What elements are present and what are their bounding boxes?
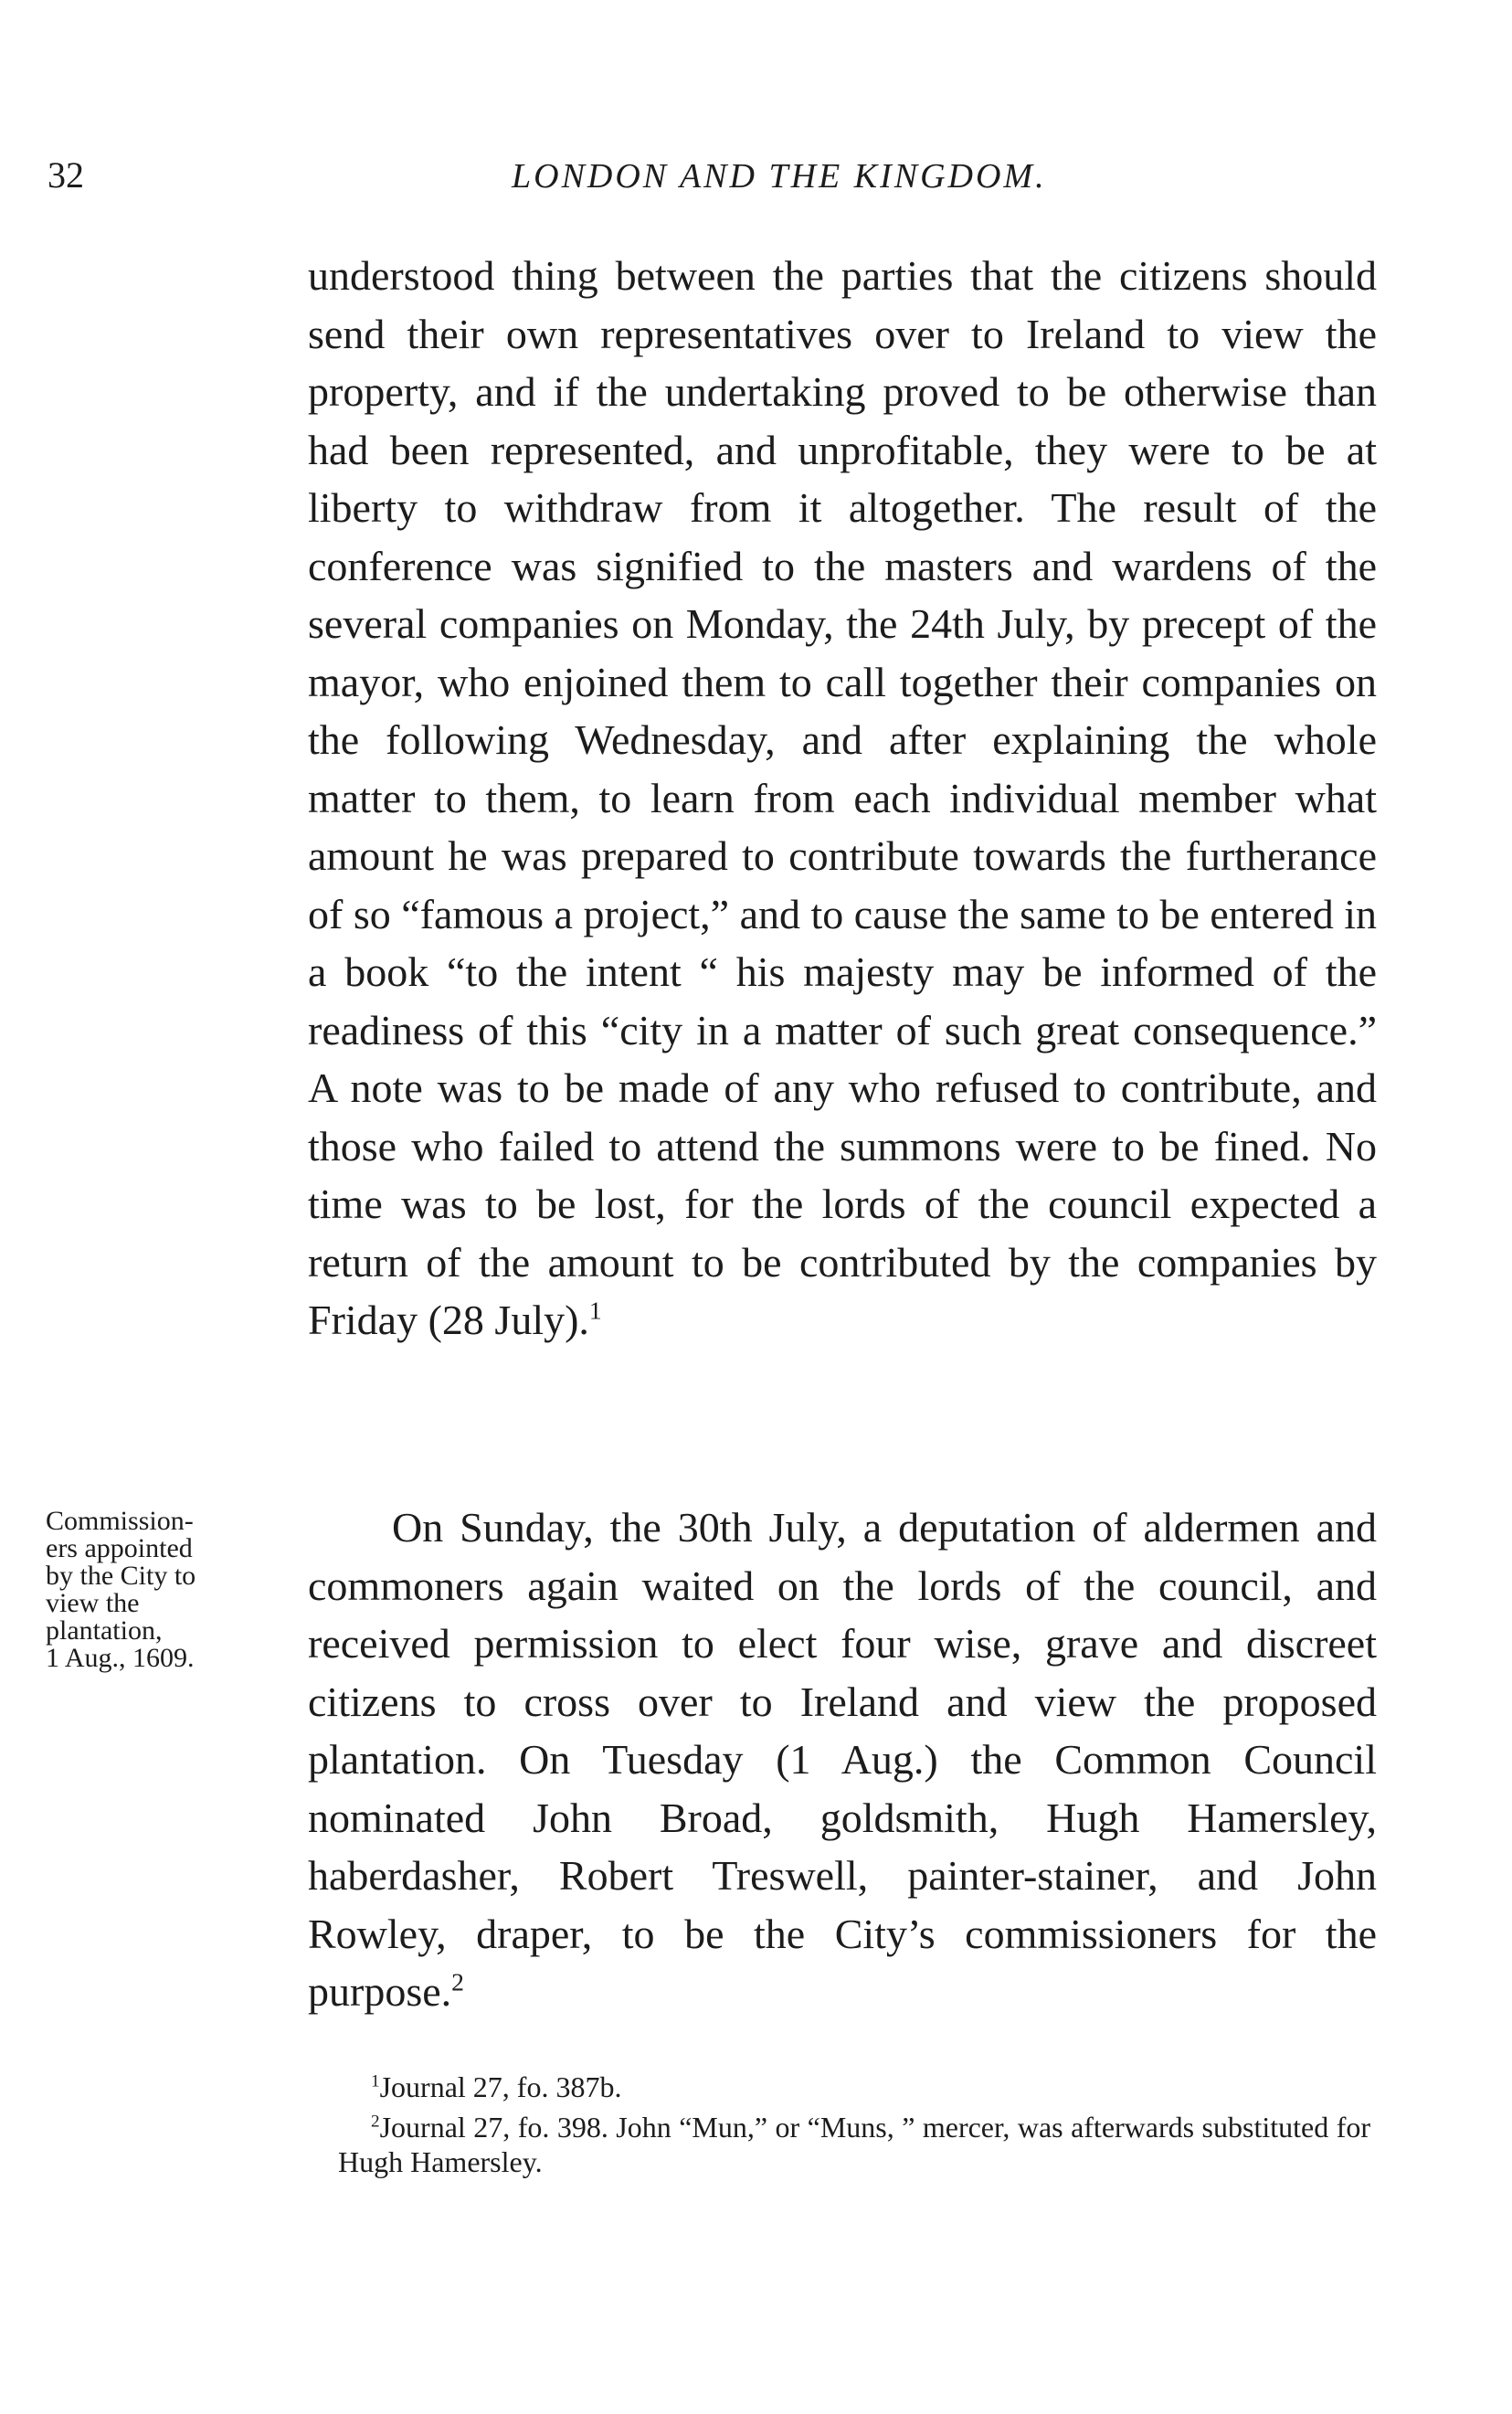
body-paragraph-1 xyxy=(308,247,1377,1350)
page-number: 32 xyxy=(48,154,84,196)
footnote-2 xyxy=(338,2110,1370,2179)
margin-sidenote: Commission- ers appointed by the City to view the plantation, 1 Aug., 1609. xyxy=(46,1506,196,1673)
footnote-1 xyxy=(338,2070,1370,2104)
footnote-marker-1: 1 xyxy=(371,2071,380,2091)
running-title: LONDON AND THE KINGDOM. xyxy=(512,157,1047,196)
footnote-marker-2: 2 xyxy=(371,2112,380,2132)
body-paragraph-2 xyxy=(308,1498,1377,2021)
footnotes xyxy=(338,2070,1370,2185)
body-paragraph-1-text: understood thing between the parties that the citizens should send their own representatives over to Ireland to view the property, and if the undertaking proved to be otherwise than had been represented, and unprofitable, they were to be at liberty to withdraw from it altogether. The result of the conference was signified to the masters and wardens of the several companies on Monday, the 24th July, by precept of the mayor, who enjoined them to call together their companies on the following Wednesday, and after explaining the whole matter to them, to learn from each individual member what amount he was prepared to contribute towards the furtherance of so “famous a project,” and to cause the same to be entered in a book “to the intent “ his majesty may be informed of the readiness of this “city in a matter of such great consequence.” A note was to be made of any who refused to contribute, and those who failed to attend the summons were to be fined. No time was to be lost, for the lords of the council expected a return of the amount to be contributed by the companies by Friday (28 July). xyxy=(308,252,1377,1343)
footnote-reference-1: 1 xyxy=(588,1296,602,1325)
footnote-text-1: Journal 27, fo. 387b. xyxy=(379,2070,622,2103)
footnote-reference-2: 2 xyxy=(451,1967,464,1996)
body-paragraph-2-text: On Sunday, the 30th July, a deputation of aldermen and commoners again waited on the lords of the council, and received permission to elect four wise, grave and discreet citizens to cross over to Ireland and view the proposed plantation. On Tuesday (1 Aug.) the Common Council nominated John Broad, goldsmith, Hugh Hamersley, haberdasher, Robert Treswell, painter-stainer, and John Rowley, draper, to be the City’s commissioners for the purpose. xyxy=(308,1504,1377,2015)
footnote-text-2: Journal 27, fo. 398. John “Mun,” or “Muns, ” mercer, was afterwards substituted for Hugh Hamersley. xyxy=(338,2111,1370,2178)
